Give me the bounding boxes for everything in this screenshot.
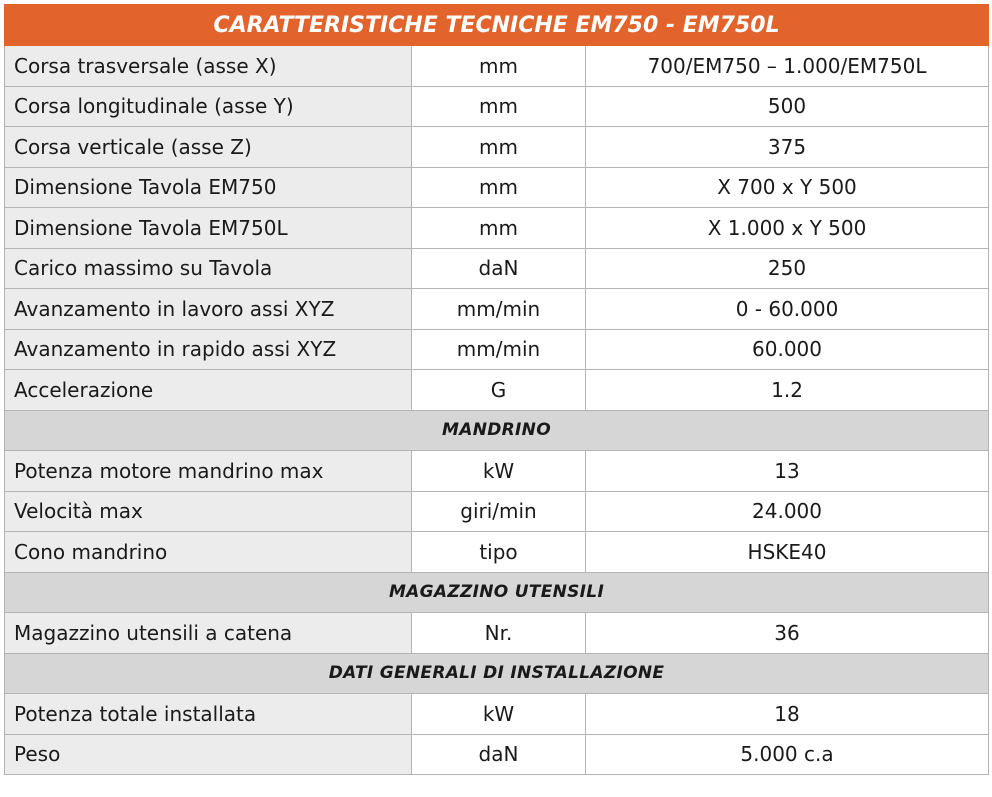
spec-unit: mm (412, 208, 586, 249)
spec-label: Corsa trasversale (asse X) (5, 46, 412, 87)
section-header-row (5, 653, 989, 694)
spec-value: 1.2 (586, 370, 989, 411)
spec-value: 5.000 c.a (586, 734, 989, 775)
spec-label: Magazzino utensili a catena (5, 613, 412, 654)
spec-table (4, 4, 989, 775)
spec-unit: tipo (412, 532, 586, 573)
spec-label: Dimensione Tavola EM750L (5, 208, 412, 249)
spec-label: Potenza motore mandrino max (5, 451, 412, 492)
spec-label: Corsa verticale (asse Z) (5, 127, 412, 168)
table-row (5, 289, 989, 330)
spec-unit: giri/min (412, 491, 586, 532)
spec-table-body (5, 5, 989, 775)
table-row (5, 46, 989, 87)
spec-value: HSKE40 (586, 532, 989, 573)
spec-value: 36 (586, 613, 989, 654)
spec-unit: daN (412, 248, 586, 289)
spec-label: Dimensione Tavola EM750 (5, 167, 412, 208)
table-row (5, 734, 989, 775)
section-header: MANDRINO (5, 410, 989, 451)
spec-label: Avanzamento in lavoro assi XYZ (5, 289, 412, 330)
spec-unit: mm (412, 46, 586, 87)
spec-unit: mm (412, 86, 586, 127)
table-row (5, 613, 989, 654)
spec-value: 24.000 (586, 491, 989, 532)
spec-label: Velocità max (5, 491, 412, 532)
spec-value: 375 (586, 127, 989, 168)
spec-label: Corsa longitudinale (asse Y) (5, 86, 412, 127)
spec-value: X 1.000 x Y 500 (586, 208, 989, 249)
table-row (5, 532, 989, 573)
spec-value: 13 (586, 451, 989, 492)
table-row (5, 208, 989, 249)
spec-unit: mm (412, 127, 586, 168)
spec-label: Avanzamento in rapido assi XYZ (5, 329, 412, 370)
spec-label: Accelerazione (5, 370, 412, 411)
spec-value: X 700 x Y 500 (586, 167, 989, 208)
spec-unit: G (412, 370, 586, 411)
section-header: MAGAZZINO UTENSILI (5, 572, 989, 613)
spec-label: Peso (5, 734, 412, 775)
spec-unit: daN (412, 734, 586, 775)
table-row (5, 167, 989, 208)
table-row (5, 370, 989, 411)
table-row (5, 491, 989, 532)
spec-label: Cono mandrino (5, 532, 412, 573)
section-header: DATI GENERALI DI INSTALLAZIONE (5, 653, 989, 694)
table-row (5, 451, 989, 492)
spec-value: 500 (586, 86, 989, 127)
spec-value: 700/EM750 – 1.000/EM750L (586, 46, 989, 87)
spec-unit: kW (412, 451, 586, 492)
spec-unit: mm (412, 167, 586, 208)
spec-value: 0 - 60.000 (586, 289, 989, 330)
spec-label: Carico massimo su Tavola (5, 248, 412, 289)
spec-unit: Nr. (412, 613, 586, 654)
spec-value: 60.000 (586, 329, 989, 370)
spec-value: 18 (586, 694, 989, 735)
table-row (5, 127, 989, 168)
spec-label: Potenza totale installata (5, 694, 412, 735)
spec-value: 250 (586, 248, 989, 289)
table-title-row (5, 5, 989, 46)
spec-unit: mm/min (412, 329, 586, 370)
table-row (5, 86, 989, 127)
table-row (5, 694, 989, 735)
spec-unit: kW (412, 694, 586, 735)
table-title: CARATTERISTICHE TECNICHE EM750 - EM750L (5, 5, 989, 46)
section-header-row (5, 410, 989, 451)
spec-unit: mm/min (412, 289, 586, 330)
table-row (5, 248, 989, 289)
table-row (5, 329, 989, 370)
section-header-row (5, 572, 989, 613)
